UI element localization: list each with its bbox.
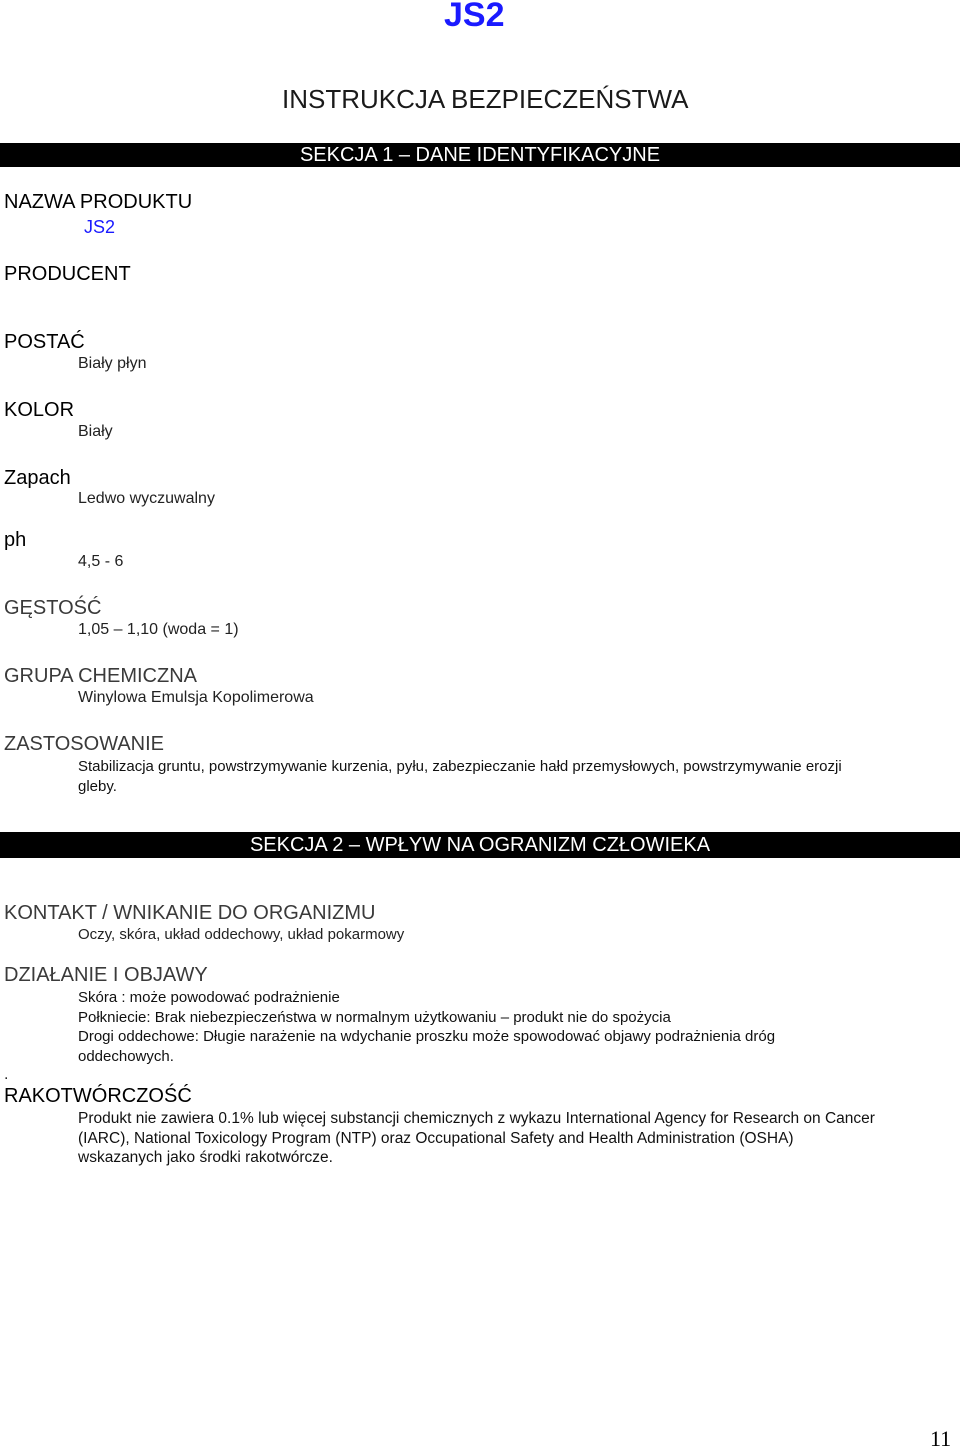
color-value: Biały <box>78 423 113 440</box>
smell-value: Ledwo wyczuwalny <box>78 490 215 507</box>
chem-group-value: Winylowa Emulsja Kopolimerowa <box>78 689 314 706</box>
ph-value: 4,5 - 6 <box>78 553 124 570</box>
carcinogenic-line: wskazanych jako środki rakotwórcze. <box>78 1149 333 1166</box>
contact-label: KONTAKT / WNIKANIE DO ORGANIZMU <box>4 902 376 924</box>
product-name-value: JS2 <box>84 217 116 237</box>
density-label: GĘSTOŚĆ <box>4 597 102 619</box>
brand-title: JS2 <box>444 0 505 34</box>
contact-value: Oczy, skóra, układ oddechowy, układ pokarmowy <box>78 926 405 943</box>
section-1-heading-text: SEKCJA 1 – DANE IDENTYFIKACYJNE <box>299 144 661 166</box>
smell-label: Zapach <box>4 467 71 489</box>
carcinogenic-value <box>78 1109 948 1168</box>
section-1-heading <box>0 143 960 167</box>
usage-value <box>78 757 948 796</box>
density-value: 1,05 – 1,10 (woda = 1) <box>78 621 239 638</box>
document-title: INSTRUKCJA BEZPIECZEŃSTWA <box>282 84 689 114</box>
usage-line: Stabilizacja gruntu, powstrzymywanie kurzenia, pyłu, zabezpieczanie hałd przemysłowych, powstrzymywanie erozji <box>78 758 842 775</box>
form-label: POSTAĆ <box>4 331 85 353</box>
effects-line: oddechowych. <box>78 1047 174 1065</box>
section-2-heading-text: SEKCJA 2 – WPŁYW NA OGRANIZM CZŁOWIEKA <box>249 834 711 856</box>
effects-line: Drogi oddechowe: Długie narażenie na wdychanie proszku może spowodować objawy podrażnienia dróg <box>78 1028 776 1045</box>
chem-group-label: GRUPA CHEMICZNA <box>4 665 197 687</box>
effects-label: DZIAŁANIE I OBJAWY <box>4 964 208 986</box>
carcinogenic-line: (IARC), National Toxicology Program (NTP) oraz Occupational Safety and Health Administration (OSHA) <box>78 1129 794 1147</box>
separator-dot: . <box>4 1066 9 1083</box>
product-name-label: NAZWA PRODUKTU <box>4 191 193 213</box>
page-number: 11 <box>930 1426 952 1451</box>
section-2-heading <box>0 832 960 858</box>
effects-value <box>78 988 948 1066</box>
usage-line: gleby. <box>78 777 117 795</box>
color-label: KOLOR <box>4 399 75 421</box>
carcinogenic-label: RAKOTWÓRCZOŚĆ <box>4 1085 192 1107</box>
ph-label: ph <box>4 529 27 551</box>
form-value: Biały płyn <box>78 355 147 372</box>
effects-line: Skóra : może powodować podrażnienie <box>78 989 340 1006</box>
effects-line: Połkniecie: Brak niebezpieczeństwa w normalnym użytkowaniu – produkt nie do spożycia <box>78 1008 671 1026</box>
carcinogenic-line: Produkt nie zawiera 0.1% lub więcej substancji chemicznych z wykazu International Agency for Research on Cancer <box>78 1110 875 1127</box>
producer-label: PRODUCENT <box>4 263 131 285</box>
usage-label: ZASTOSOWANIE <box>4 733 165 755</box>
